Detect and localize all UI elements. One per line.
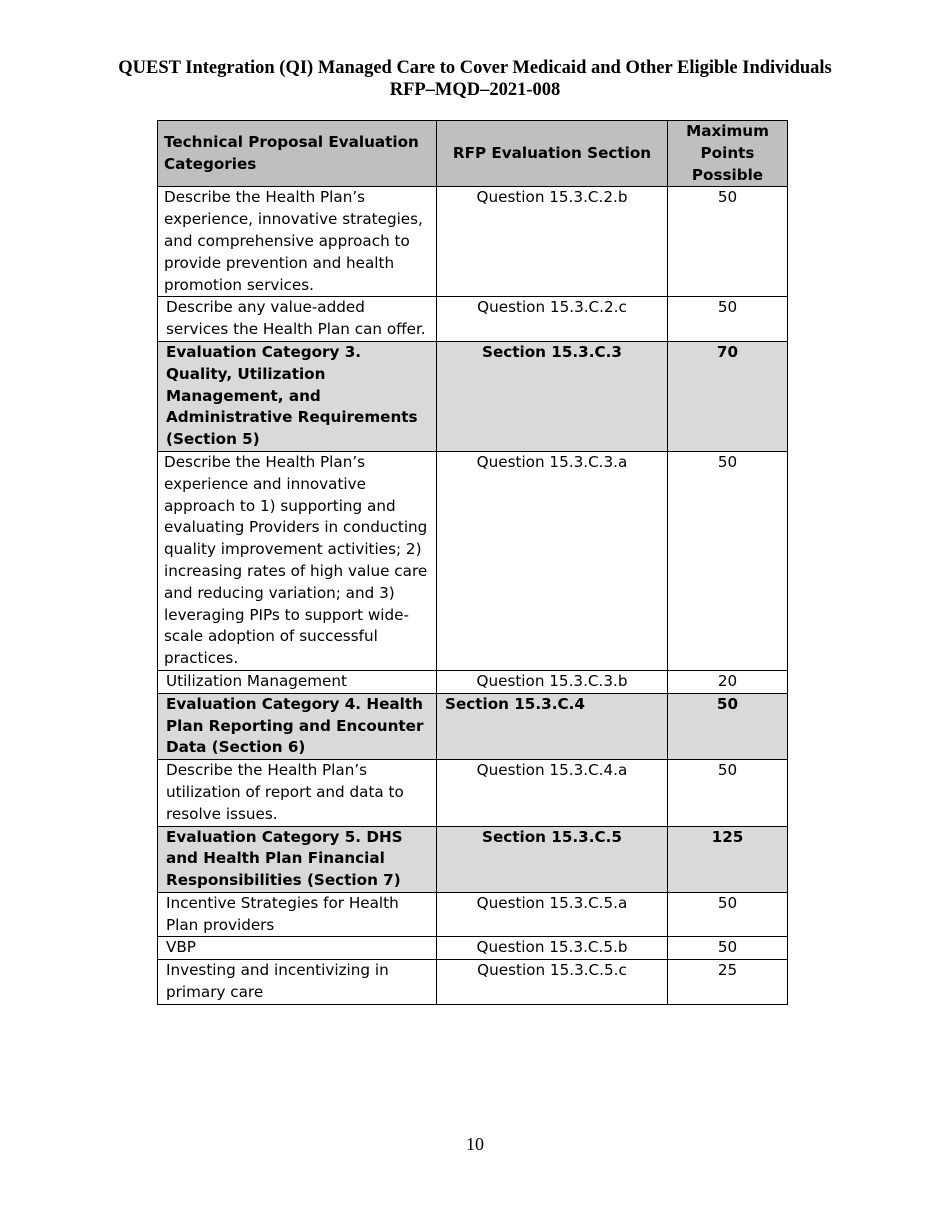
table-row [158,937,788,960]
row-category: Incentive Strategies for Health Plan providers [158,892,437,937]
column-header-points: Maximum Points Possible [668,121,788,187]
page-number: 10 [466,1134,484,1154]
category-title: Evaluation Category 5. DHS and Health Plan Financial Responsibilities (Section 7) [158,826,437,892]
category-row [158,341,788,451]
row-category: VBP [158,937,437,960]
row-points: 25 [668,960,788,1005]
row-section: Question 15.3.C.2.c [437,297,668,342]
category-points: 50 [668,693,788,759]
row-points: 50 [668,892,788,937]
category-section: Section 15.3.C.5 [437,826,668,892]
row-category: Describe the Health Plan’s experience, innovative strategies, and comprehensive approach to provide prevention and health promotion services. [158,187,437,297]
rfp-number: RFP–MQD–2021-008 [389,80,561,100]
row-category: Investing and incentivizing in primary care [158,960,437,1005]
row-category: Describe the Health Plan’s experience and innovative approach to 1) supporting and evaluating Providers in conducting quality improvement activities; 2) increasing rates of high value care and reducing variation; and 3) leveraging PIPs to support wide-scale adoption of successful practices. [158,451,437,670]
category-points: 125 [668,826,788,892]
table-row [158,297,788,342]
row-section: Question 15.3.C.5.c [437,960,668,1005]
table-row [158,451,788,670]
row-points: 50 [668,937,788,960]
row-points: 50 [668,187,788,297]
table-row [158,760,788,826]
row-category: Utilization Management [158,670,437,693]
table-row [158,960,788,1005]
row-section: Question 15.3.C.4.a [437,760,668,826]
row-points: 50 [668,760,788,826]
category-title: Evaluation Category 4. Health Plan Reporting and Encounter Data (Section 6) [158,693,437,759]
category-section: Section 15.3.C.4 [437,693,668,759]
category-row [158,826,788,892]
table-row [158,187,788,297]
table-header-row [158,121,788,187]
row-points: 50 [668,297,788,342]
document-title: QUEST Integration (QI) Managed Care to Cover Medicaid and Other Eligible Individuals [118,58,832,78]
row-points: 50 [668,451,788,670]
column-header-categories: Technical Proposal Evaluation Categories [158,121,437,187]
row-section: Question 15.3.C.2.b [437,187,668,297]
row-points: 20 [668,670,788,693]
category-row [158,693,788,759]
category-title: Evaluation Category 3. Quality, Utilization Management, and Administrative Requirements (Section 5) [158,341,437,451]
row-section: Question 15.3.C.3.a [437,451,668,670]
row-category: Describe any value-added services the Health Plan can offer. [158,297,437,342]
row-section: Question 15.3.C.3.b [437,670,668,693]
table-row [158,892,788,937]
row-section: Question 15.3.C.5.a [437,892,668,937]
evaluation-table [157,120,788,1005]
row-category: Describe the Health Plan’s utilization of report and data to resolve issues. [158,760,437,826]
row-section: Question 15.3.C.5.b [437,937,668,960]
page-header [0,57,950,101]
category-points: 70 [668,341,788,451]
category-section: Section 15.3.C.3 [437,341,668,451]
table-row [158,670,788,693]
column-header-section: RFP Evaluation Section [437,121,668,187]
